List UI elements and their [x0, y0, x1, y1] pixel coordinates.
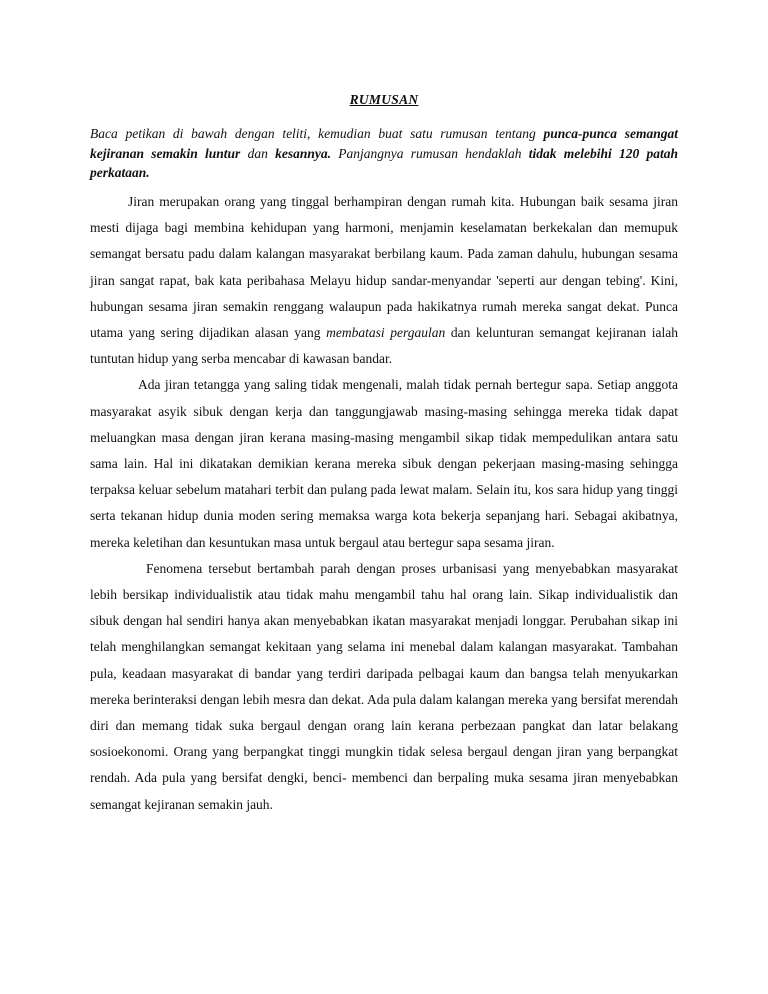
paragraph-3: Fenomena tersebut bertambah parah dengan proses urbanisasi yang menyebabkan masyarakat lebih bersikap individualistik atau tidak mahu mengambil tahu hal orang lain. Sikap individualistik dan sibuk dengan hal sendiri hanya akan menyebabkan ikatan masyarakat menjadi longgar. Perubahan sikap ini telah menghilangkan semangat kekitaan yang selama ini menebal dalam kalangan masyarakat. Tambahan pula, keadaan masyarakat di bandar yang terdiri daripada pelbagai kaum dan bangsa telah menyukarkan mereka berinteraksi dengan lebih mesra dan dekat. Ada pula dalam kalangan mereka yang bersifat merendah diri dan memang tidak suka bergaul dengan orang lain kerana perbezaan pangkat dan latar belakang sosioekonomi. Orang yang berpangkat tinggi mungkin tidak selesa bergaul dengan jiran yang berpangkat rendah. Ada pula yang bersifat dengki, benci- membenci dan berpaling muka sesama jiran menyebabkan semangat kejiranan semakin jauh.: [90, 560, 678, 812]
instruction-text: [90, 124, 678, 183]
page-title: RUMUSAN: [349, 92, 419, 107]
paragraph-1: [90, 189, 678, 372]
passage: [90, 189, 678, 818]
instruction-part-2: dan: [240, 145, 276, 161]
paragraph-1-emphasis: membatasi pergaulan: [326, 325, 446, 341]
instruction-bold-effects: kesannya.: [275, 145, 331, 161]
instruction-part-3: Panjangnya rumusan hendaklah: [330, 145, 529, 161]
paragraph-2: Ada jiran tetangga yang saling tidak mengenali, malah tidak pernah bertegur sapa. Setiap anggota masyarakat asyik sibuk dengan kerja dan tanggungjawab masing-masing sehingga mereka tidak dapat meluangkan masa dengan jiran kerana masing-masing mengambil sikap tidak mempedulikan antara satu sama lain. Hal ini dikatakan demikian kerana mereka sibuk dengan pekerjaan masing-masing sehingga terpaksa keluar sebelum matahari terbit dan pulang pada lewat malam. Selain itu, kos sara hidup yang tinggi serta tekanan hidup dunia moden sering memaksa warga kota bekerja sepanjang hari. Sebagai akibatnya, mereka keletihan dan kesuntukan masa untuk bergaul atau bertegur sapa sesama jiran.: [90, 377, 678, 550]
paragraph-1-text-a: Jiran merupakan orang yang tinggal berhampiran dengan rumah kita. Hubungan baik sesama jiran mesti dijaga bagi membina kehidupan yang harmoni, menjamin keselamatan berkekalan dan memupuk semangat bersatu padu dalam kalangan masyarakat berbilang kaum. Pada zaman dahulu, hubungan sesama jiran sangat rapat, bak kata peribahasa Melayu hidup sandar-menyandar 'seperti aur dengan tebing'. Kini, hubungan sesama jiran semakin renggang walaupun pada hakikatnya rumah mereka sangat dekat. Punca utama yang sering dijadikan alasan yang: [90, 194, 678, 341]
paragraph-1-text-b: dan kelunturan semangat kejiranan ialah tuntutan hidup yang serba mencabar di kawasan bandar.: [90, 325, 678, 367]
instruction-bold-topic: punca-punca semangat kejiranan semakin luntur: [90, 126, 678, 161]
instruction-part-1: Baca petikan di bawah dengan teliti, kemudian buat satu rumusan tentang: [90, 126, 544, 141]
instruction-bold-limit: tidak melebihi 120 patah perkataan.: [90, 145, 678, 180]
